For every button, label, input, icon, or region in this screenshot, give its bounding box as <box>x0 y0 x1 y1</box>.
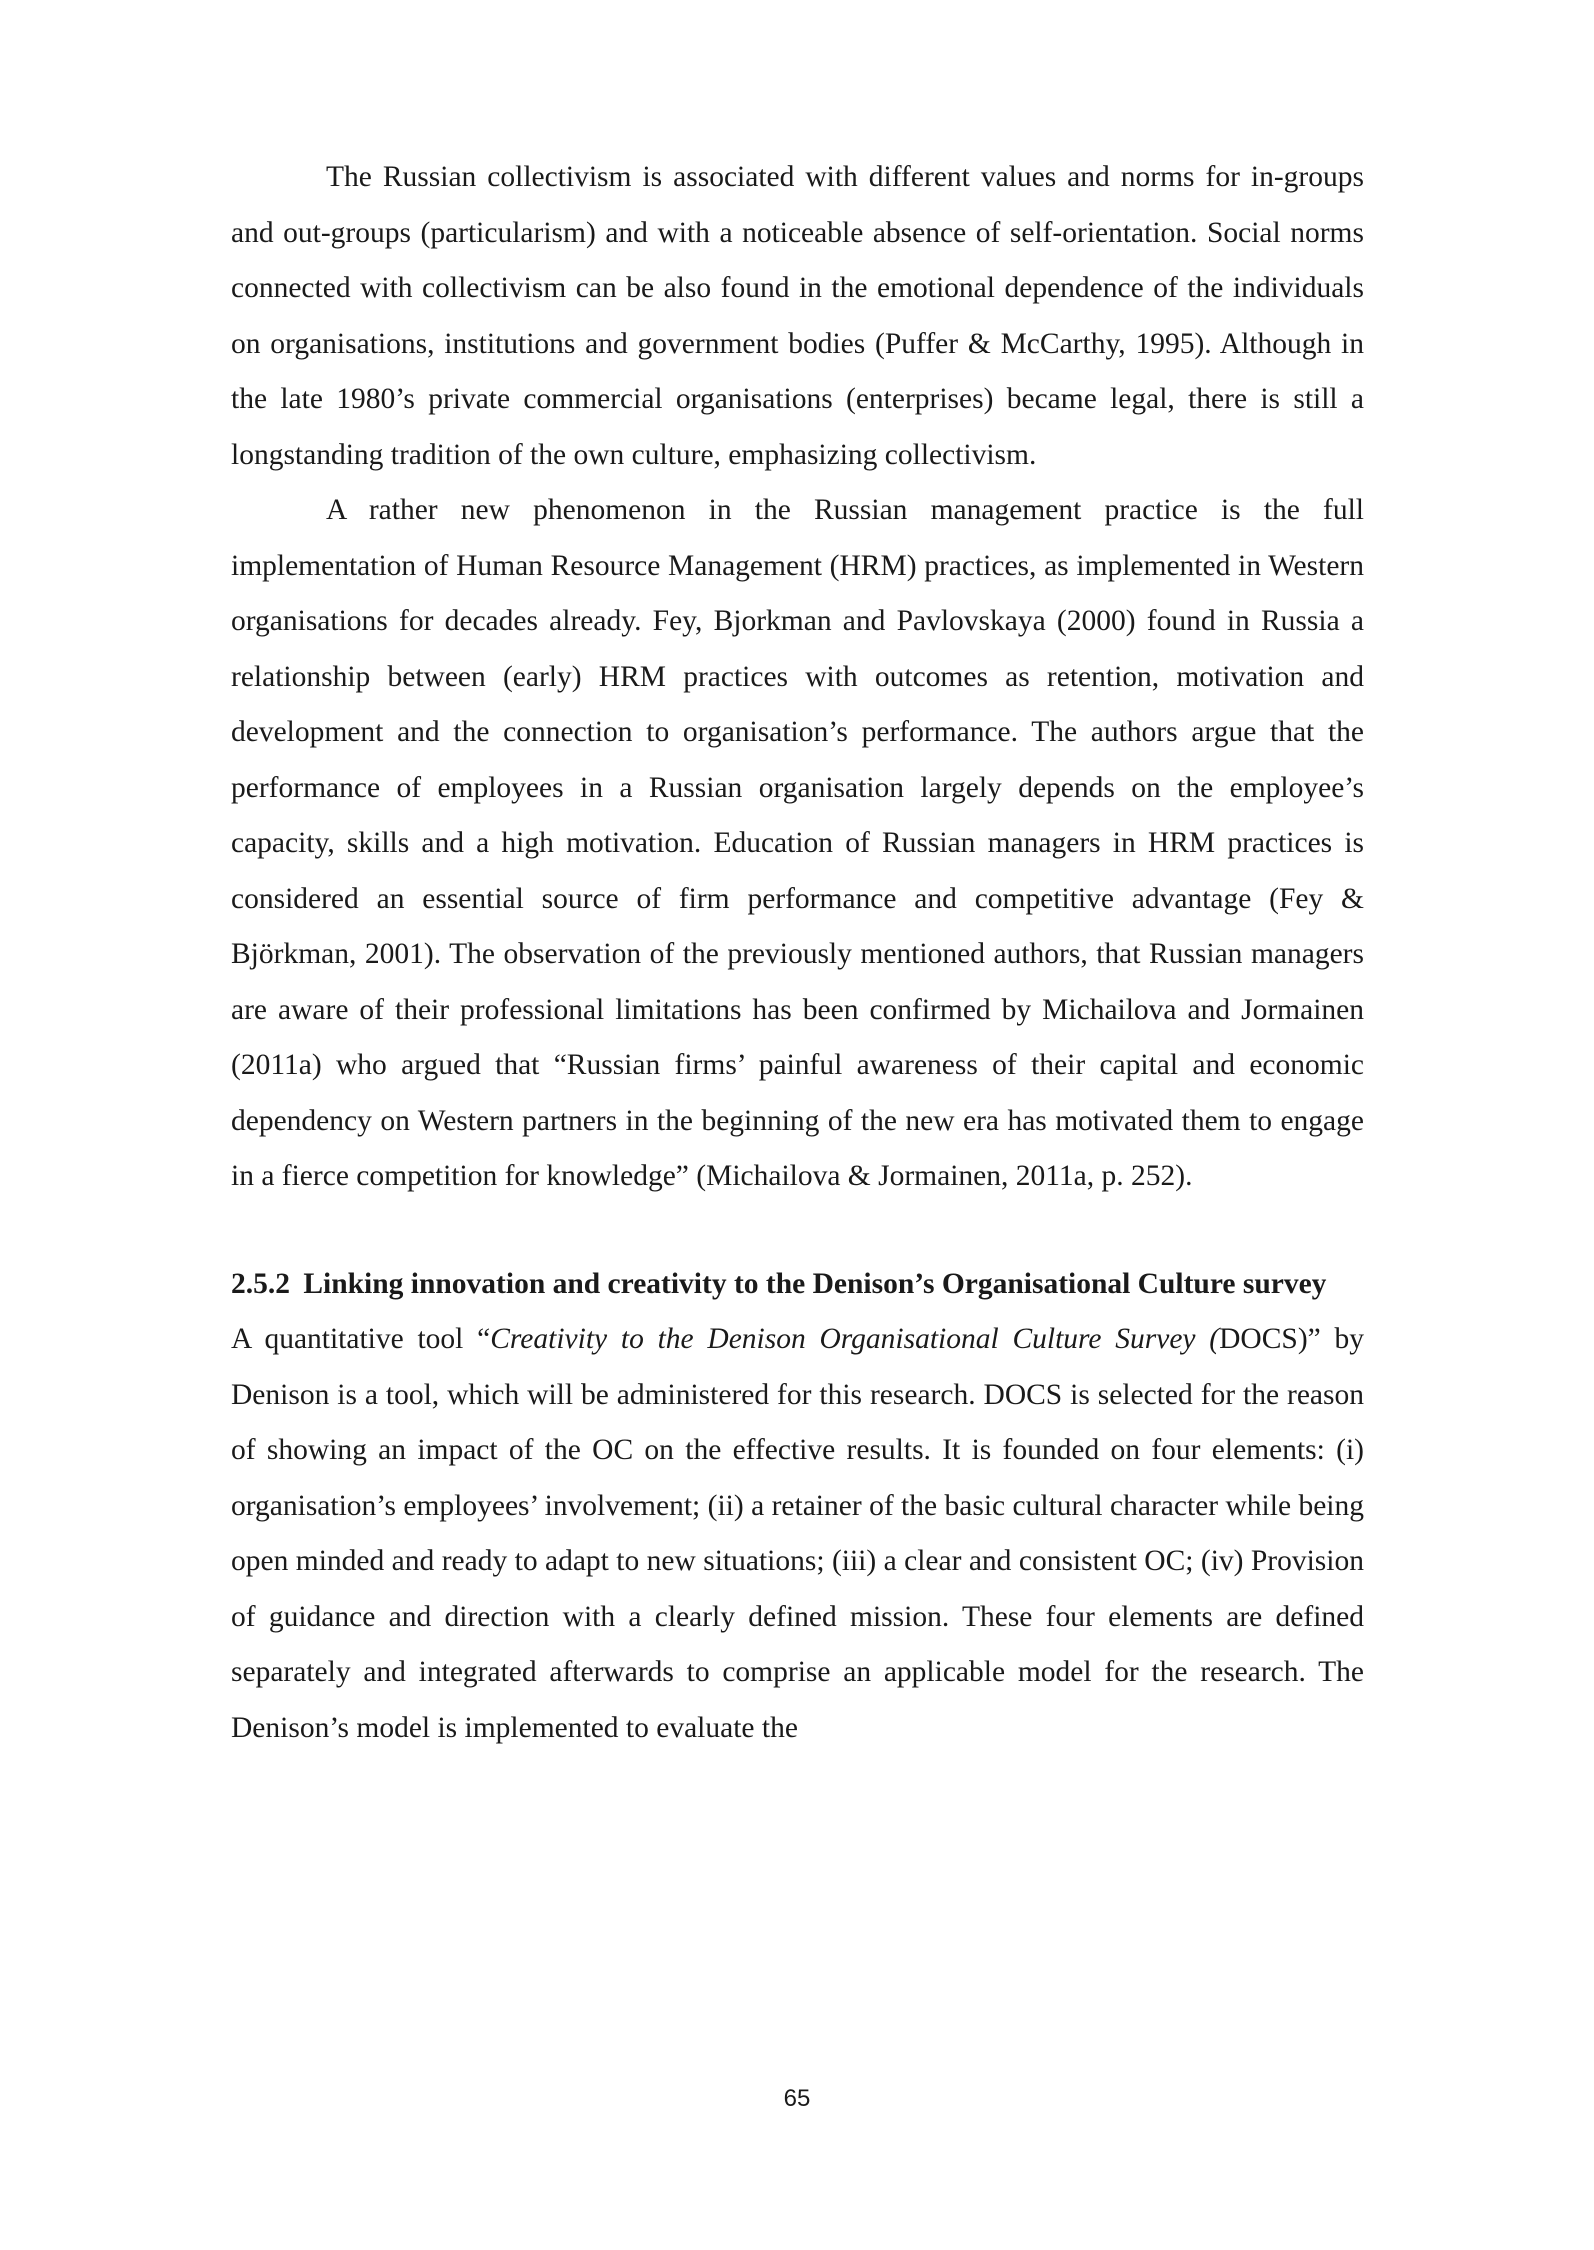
page-number: 65 <box>783 2085 811 2112</box>
docs-text-before: A quantitative tool “ <box>231 1323 491 1355</box>
paragraph-docs-tool <box>231 1312 1364 1756</box>
document-page <box>231 150 1364 1756</box>
paragraph-russian-collectivism: The Russian collectivism is associated with different values and norms for in-groups and out-groups (particularism) and with a noticeable absence of self-orientation. Social norms connected with collectivism can be also found in the emotional dependence of the individuals on organisations, institutions and government bodies (Puffer & McCarthy, 1995). Although in the late 1980’s private commercial organisations (enterprises) became legal, there is still a longstanding tradition of the own culture, emphasizing collectivism. <box>231 161 1364 471</box>
section-title: Linking innovation and creativity to the Denison’s Organisational Culture survey <box>303 1267 1327 1300</box>
docs-italic-title: Creativity to the Denison Organisational Culture Survey ( <box>490 1323 1220 1355</box>
docs-text-after: DOCS)” by Denison is a tool, which will be administered for this research. DOCS is selected for the reason of showing an impact of the OC on the effective results. It is founded on four elements: (i) organisation’s employees’ involvement; (ii) a retainer of the basic cultural character while being open minded and ready to adapt to new situations; (iii) a clear and consistent OC; (iv) Provision of guidance and direction with a clearly defined mission. These four elements are defined separately and integrated afterwards to comprise an applicable model for the research. The Denison’s model is implemented to evaluate the <box>231 1323 1364 1744</box>
section-heading <box>231 1257 1364 1313</box>
paragraph-hrm-practices: A rather new phenomenon in the Russian management practice is the full implementation of Human Resource Management (HRM) practices, as implemented in Western organisations for decades already. Fey, Bjorkman and Pavlovskaya (2000) found in Russia a relationship between (early) HRM practices with outcomes as retention, motivation and development and the connection to organisation’s performance. The authors argue that the performance of employees in a Russian organisation largely depends on the employee’s capacity, skills and a high motivation. Education of Russian managers in HRM practices is considered an essential source of firm performance and competitive advantage (Fey & Björkman, 2001). The observation of the previously mentioned authors, that Russian managers are aware of their professional limitations has been confirmed by Michailova and Jormainen (2011a) who argued that “Russian firms’ painful awareness of their capital and economic dependency on Western partners in the beginning of the new era has motivated them to engage in a fierce competition for knowledge” (Michailova & Jormainen, 2011a, p. 252). <box>231 494 1364 1192</box>
section-number: 2.5.2 <box>231 1267 290 1300</box>
